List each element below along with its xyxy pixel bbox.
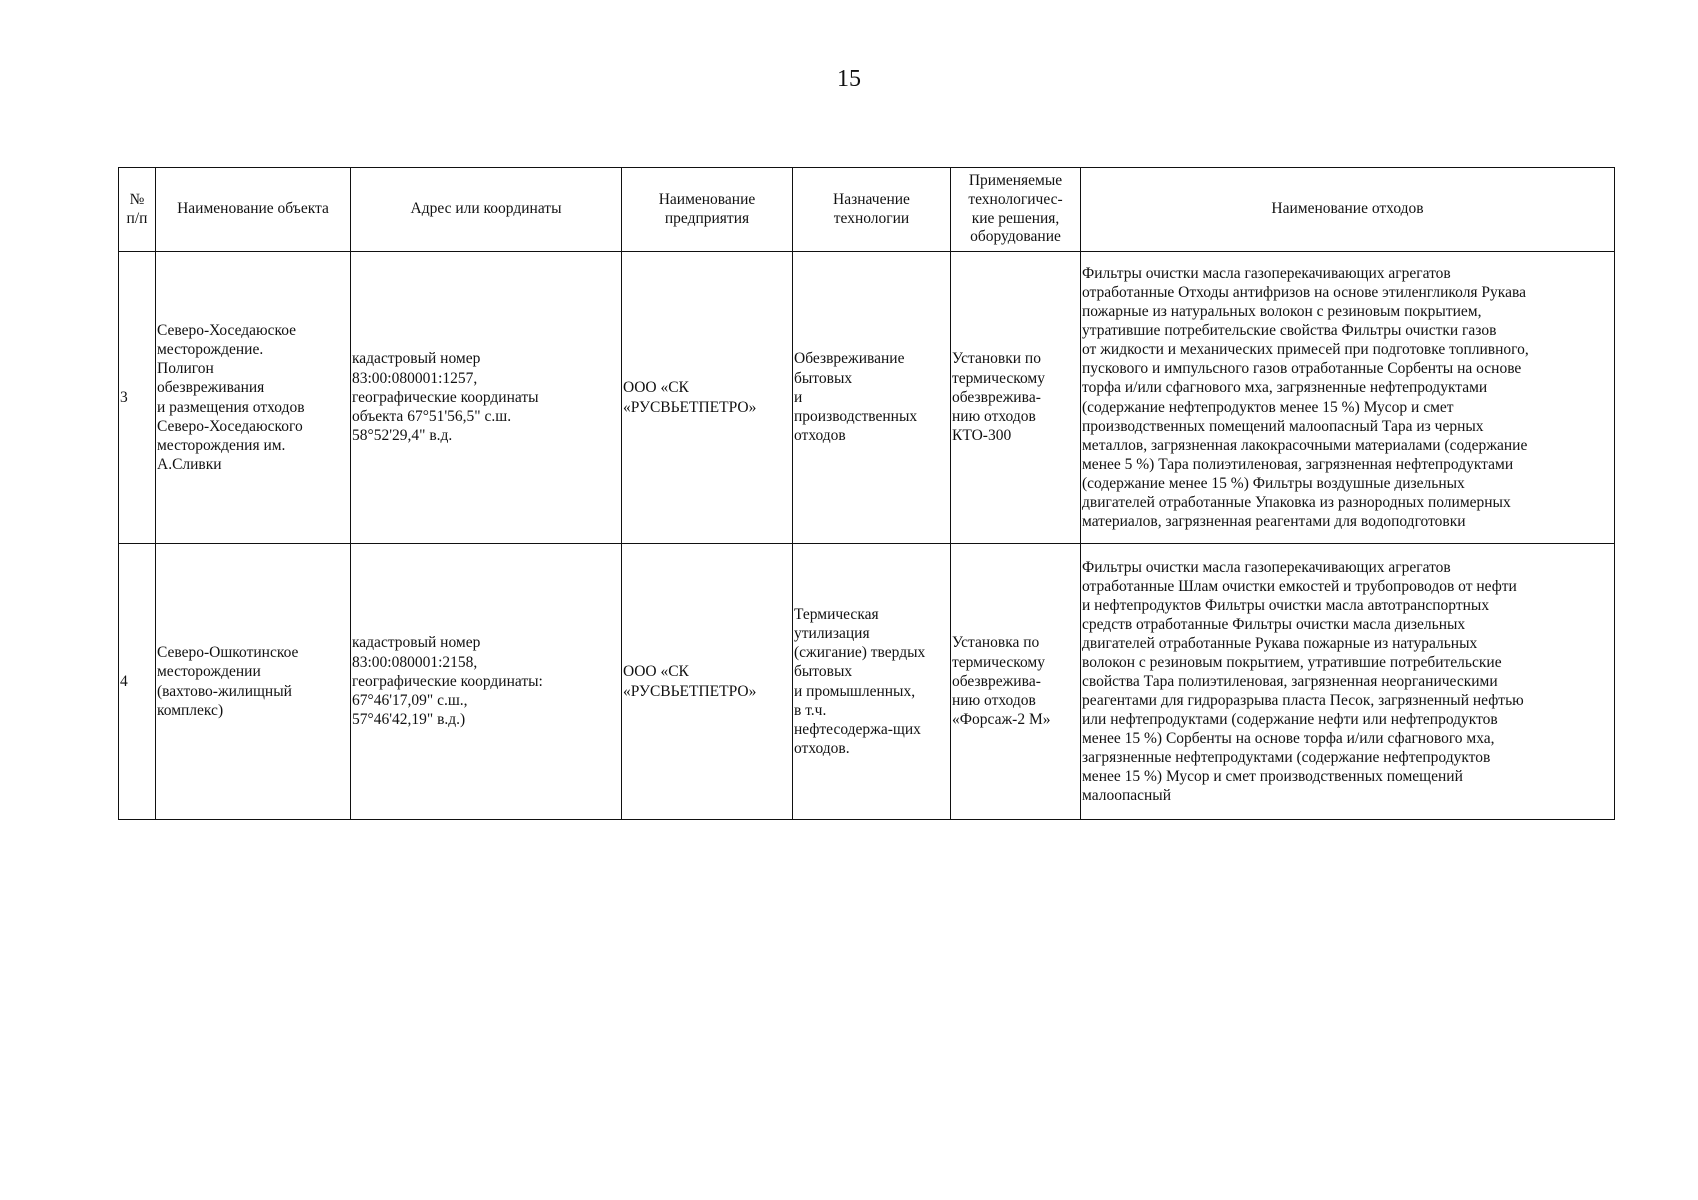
purpose-cell: Термическая утилизация (сжигание) твердых бытовых и промышленных, в т.ч. нефтесодержа-щих отходов.	[793, 544, 951, 820]
waste-names-cell: Фильтры очистки масла газоперекачивающих агрегатов отработанные Отходы антифризов на основе этиленгликоля Рукава пожарные из натуральных волокон с резиновым покрытием, утратившие потребительские свойства Фильтры очистки газов от жидкости и механических примесей при подготовке топливного, пускового и импульсного газов отработанные Сорбенты на основе торфа и/или сфагнового мха, загрязненные нефтепродуктами (содержание нефтепродуктов менее 15 %) Мусор и смет производственных помещений малоопасный Тара из черных металлов, загрязненная лакокрасочными материалами (содержание менее 5 %) Тара полиэтиленовая, загрязненная нефтепродуктами (содержание менее 15 %) Фильтры воздушные дизельных двигателей отработанные Упаковка из разнородных полимерных материалов, загрязненная реагентами для водоподготовки	[1081, 252, 1615, 544]
company-cell: ООО «СК «РУСВЬЕТПЕТРО»	[622, 252, 793, 544]
row-number: 3	[119, 252, 156, 544]
header-num: № п/п	[119, 168, 156, 252]
header-company: Наименование предприятия	[622, 168, 793, 252]
table-row	[119, 252, 1615, 544]
header-address: Адрес или координаты	[351, 168, 622, 252]
page-number: 15	[837, 66, 861, 92]
table-header-row	[119, 168, 1615, 252]
header-waste-names: Наименование отходов	[1081, 168, 1615, 252]
company-cell: ООО «СК «РУСВЬЕТПЕТРО»	[622, 544, 793, 820]
waste-facilities-table	[118, 167, 1615, 820]
waste-names-cell: Фильтры очистки масла газоперекачивающих агрегатов отработанные Шлам очистки емкостей и трубопроводов от нефти и нефтепродуктов Фильтры очистки масла автотранспортных средств отработанные Фильтры очистки масла дизельных двигателей отработанные Рукава пожарные из натуральных волокон с резиновым покрытием, утратившие потребительские свойства Тара полиэтиленовая, загрязненная неорганическими реагентами для гидроразрыва пласта Песок, загрязненный нефтью или нефтепродуктами (содержание нефти или нефтепродуктов менее 15 %) Сорбенты на основе торфа и/или сфагнового мха, загрязненные нефтепродуктами (содержание нефтепродуктов менее 15 %) Мусор и смет производственных помещений малоопасный	[1081, 544, 1615, 820]
address-cell: кадастровый номер 83:00:080001:1257, географические координаты объекта 67°51'56,5" с.ш. 58°52'29,4" в.д.	[351, 252, 622, 544]
object-name-cell: Северо-Ошкотинское месторождении (вахтово-жилищный комплекс)	[156, 544, 351, 820]
header-purpose: Назначение технологии	[793, 168, 951, 252]
table-row	[119, 544, 1615, 820]
row-number: 4	[119, 544, 156, 820]
technology-cell: Установка по термическому обезвреживa- нию отходов «Форсаж-2 М»	[951, 544, 1081, 820]
header-technology: Применяемые технологичес- кие решения, оборудование	[951, 168, 1081, 252]
purpose-cell: Обезвреживание бытовых и производственных отходов	[793, 252, 951, 544]
object-name-cell: Северо-Хоседаюское месторождение. Полигон обезвреживания и размещения отходов Северо-Хоседаюского месторождения им. А.Сливки	[156, 252, 351, 544]
header-object-name: Наименование объекта	[156, 168, 351, 252]
technology-cell: Установки по термическому обезвреживa- нию отходов КТО-300	[951, 252, 1081, 544]
address-cell: кадастровый номер 83:00:080001:2158, географические координаты: 67°46'17,09" с.ш., 57°46'42,19" в.д.)	[351, 544, 622, 820]
